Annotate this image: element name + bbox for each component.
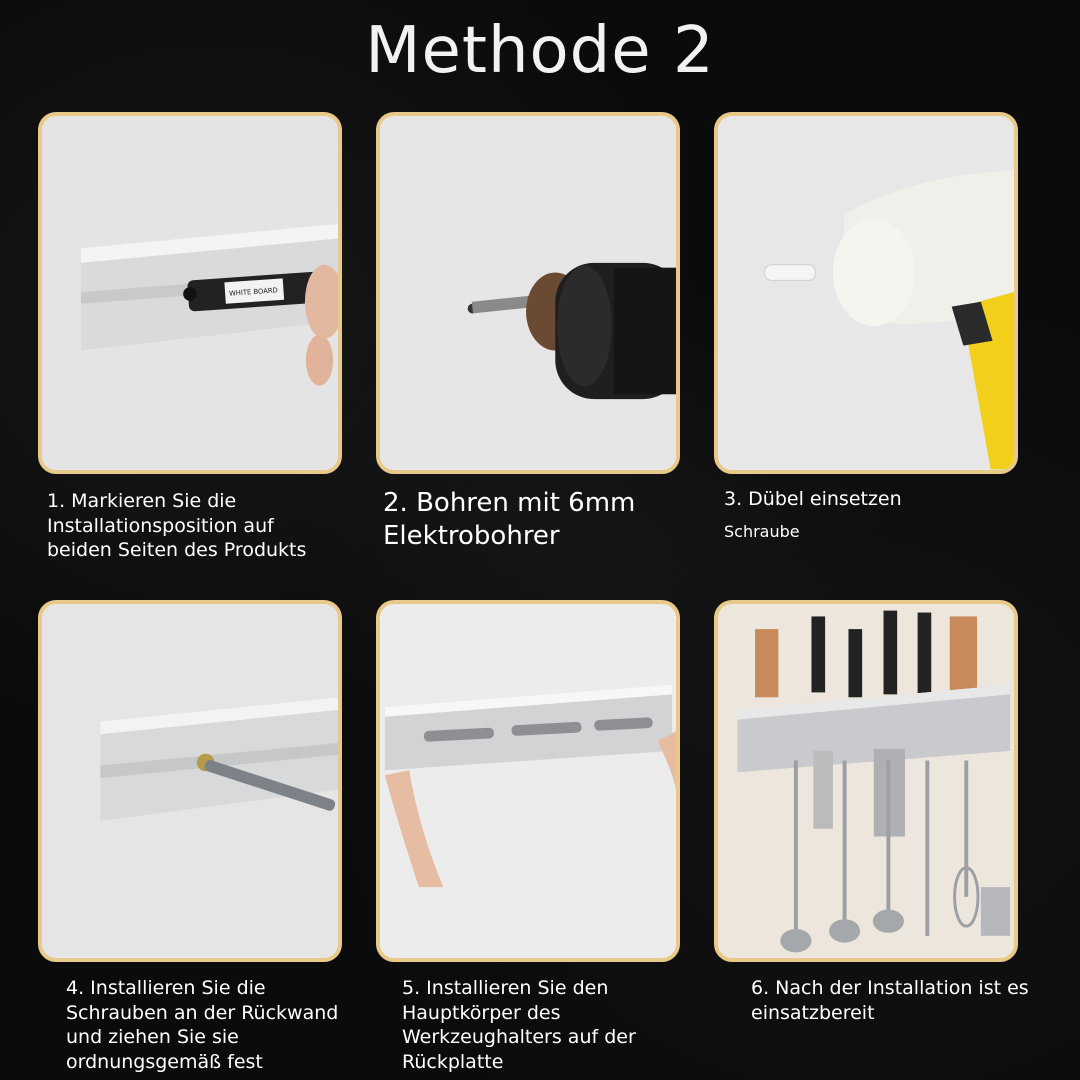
step-2-caption	[383, 487, 673, 554]
step-1-caption	[47, 489, 317, 563]
page-title: Methode 2	[365, 14, 715, 88]
finished-rack-icon	[718, 604, 1014, 958]
marker-on-rail-icon	[42, 116, 338, 470]
hammer-anchor-icon	[718, 116, 1014, 470]
step-2-image	[376, 112, 680, 474]
marker-label: WHITE BOARD	[228, 286, 279, 298]
step-3-image	[714, 112, 1018, 474]
screwdriver-rail-icon	[42, 604, 338, 958]
step-6-image	[714, 600, 1018, 962]
mount-holder-icon	[380, 604, 676, 958]
drill-into-wall-icon	[380, 116, 676, 470]
step-6-caption	[751, 976, 1071, 1025]
step-4-image	[38, 600, 342, 962]
step-5-caption	[402, 976, 677, 1075]
step-6-text: 6. Nach der Installation ist es einsatzbereit	[751, 977, 1029, 1024]
step-4-text: 4. Installieren Sie die Schrauben an der Rückwand und ziehen Sie sie ordnungsgemäß fest	[66, 977, 339, 1074]
step-1-image	[38, 112, 342, 474]
step-2-text: 2. Bohren mit 6mm Elektrobohrer	[383, 488, 636, 552]
step-5-image	[376, 600, 680, 962]
step-3-text: 3. Dübel einsetzen	[724, 488, 902, 510]
step-3-subtext: Schraube	[724, 521, 800, 541]
step-5-text: 5. Installieren Sie den Hauptkörper des Werkzeughalters auf der Rückplatte	[402, 977, 636, 1074]
step-1-text: 1. Markieren Sie die Installationsposition auf beiden Seiten des Produkts	[47, 490, 307, 562]
step-4-caption	[66, 976, 356, 1075]
step-3-caption	[724, 487, 1024, 542]
